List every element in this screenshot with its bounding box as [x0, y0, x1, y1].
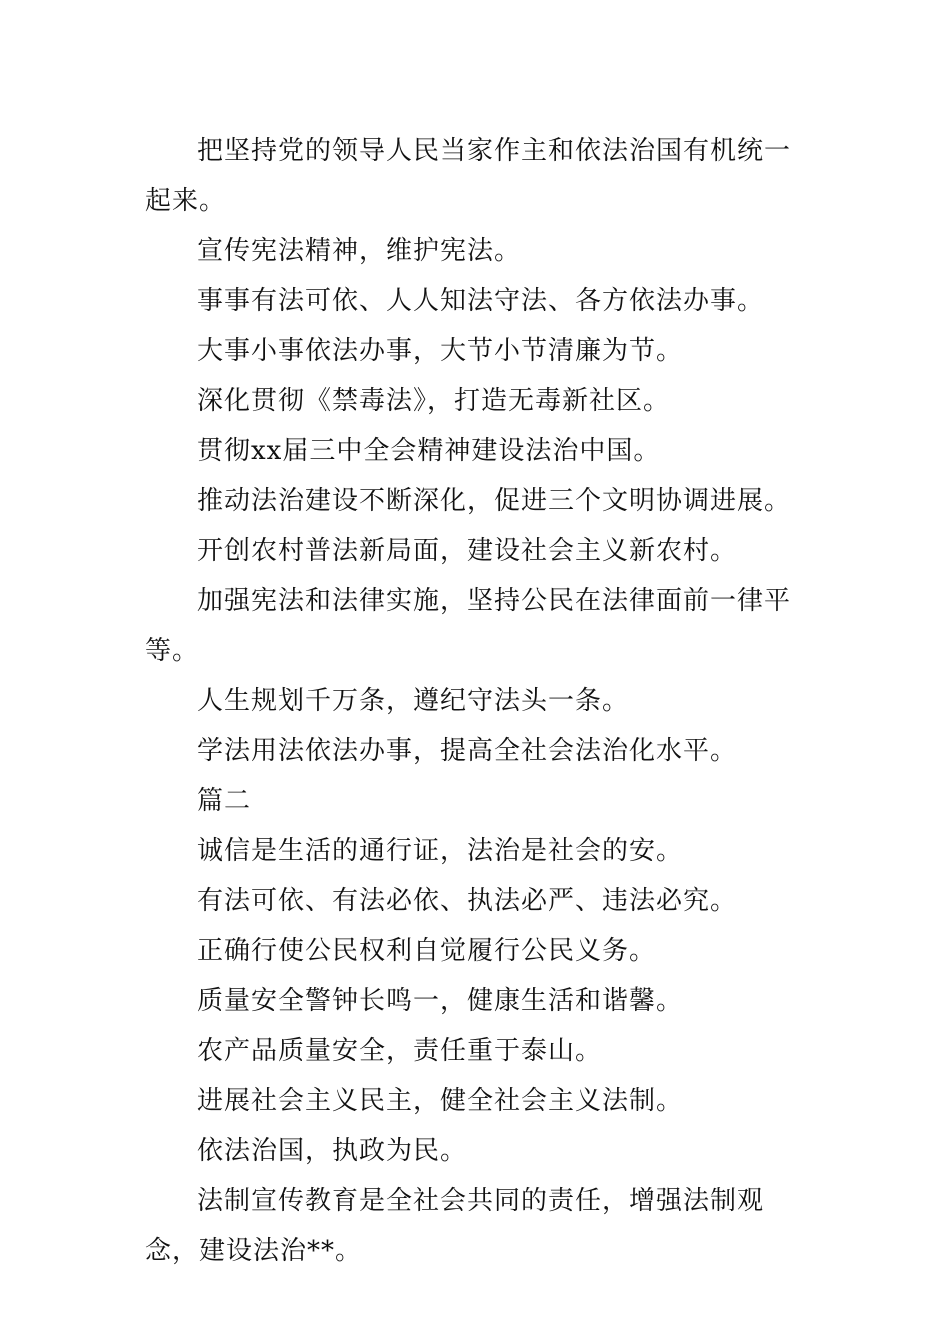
paragraph-14: 有法可依、有法必依、执法必严、违法必究。 — [197, 886, 738, 916]
paragraph-16: 质量安全警钟长鸣一，健康生活和谐馨。 — [197, 986, 684, 1016]
paragraph-20: 法制宣传教育是全社会共同的责任，增强法制观念，建设法治**。 — [145, 1186, 765, 1266]
paragraph-11: 学法用法依法办事，提高全社会法治化水平。 — [197, 736, 738, 766]
paragraph-6: 贯彻xx届三中全会精神建设法治中国。 — [197, 436, 661, 466]
paragraph-19: 依法治国，执政为民。 — [197, 1136, 468, 1166]
paragraph-3: 事事有法可依、人人知法守法、各方依法办事。 — [197, 286, 765, 316]
paragraph-9: 加强宪法和法律实施，坚持公民在法律面前一律平等。 — [145, 586, 792, 666]
paragraph-8: 开创农村普法新局面，建设社会主义新农村。 — [197, 536, 738, 566]
paragraph-5: 深化贯彻《禁毒法》，打造无毒新社区。 — [197, 386, 671, 416]
paragraph-17: 农产品质量安全，责任重于泰山。 — [197, 1036, 603, 1066]
paragraph-2: 宣传宪法精神，维护宪法。 — [197, 236, 522, 266]
paragraph-4: 大事小事依法办事，大节小节清廉为节。 — [197, 336, 684, 366]
paragraph-1: 把坚持党的领导人民当家作主和依法治国有机统一起来。 — [145, 136, 792, 216]
paragraph-18: 进展社会主义民主，健全社会主义法制。 — [197, 1086, 684, 1116]
paragraph-10: 人生规划千万条，遵纪守法头一条。 — [197, 686, 630, 716]
paragraph-13: 诚信是生活的通行证，法治是社会的安。 — [197, 836, 684, 866]
paragraph-7: 推动法治建设不断深化，促进三个文明协调进展。 — [197, 486, 792, 516]
paragraph-15: 正确行使公民权利自觉履行公民义务。 — [197, 936, 657, 966]
document-body — [145, 126, 810, 1276]
section-heading: 篇二 — [197, 786, 252, 816]
